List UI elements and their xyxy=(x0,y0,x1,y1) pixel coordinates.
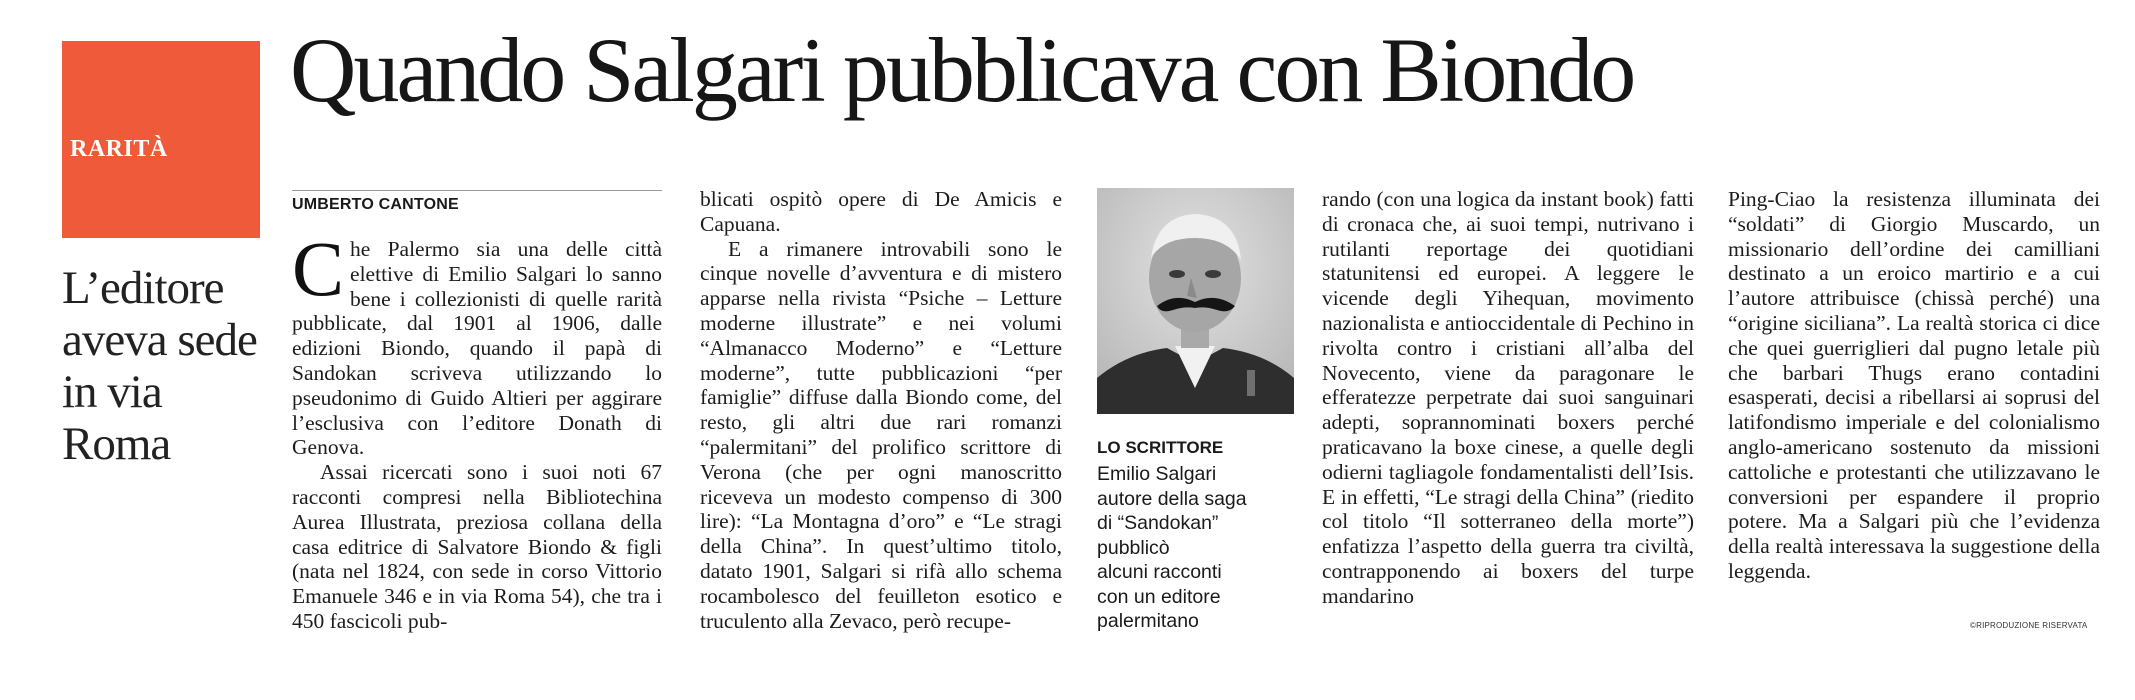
paragraph-text: he Palermo sia una delle città elettive di Emilio Salgari lo sanno bene i collezionisti di quelle rarità pubblicate, dal 1901 al 1906, dalle edizioni Biondo, quando il papà di Sandokan scriveva utilizzando lo pseudonimo di Guido Altieri per aggirare l’esclusiva con l’editore Donath di Genova. xyxy=(292,237,662,460)
article-paragraph: blicati ospitò opere di De Amicis e Capuana. xyxy=(700,187,1062,236)
article-paragraph: Ping-Ciao la resistenza illuminata dei “soldati” di Giorgio Muscardo, un missionario dell’ordine dei camilliani destinato a un eroico martirio e a cui l’autore attribuisce (chissà perché) una “origine siciliana”. La realtà storica ci dice che quei guerriglieri dal pugno letale più che barbari Thugs erano contadini esasperati, decisi a ribellarsi ai soprusi del latifondismo imperiale e del colonialismo anglo-americano sostenuto da missioni cattoliche e protestanti che utilizzavano le conversioni per espandere il proprio potere. Ma a Salgari più che l’evidenza della realtà interessava la suggestione della leggenda. xyxy=(1728,187,2100,583)
deck-subtitle: L’editore aveva sede in via Roma xyxy=(62,262,257,470)
article-column-4 xyxy=(1322,187,1694,609)
article-column-5 xyxy=(1728,187,2100,584)
drop-cap: C xyxy=(292,225,345,312)
byline: UMBERTO CANTONE xyxy=(292,196,459,213)
photo-caption: Emilio Salgari autore della saga di “Sandokan” pubblicò alcuni racconti con un editore palermitano xyxy=(1097,463,1247,632)
copyright-notice: ©RIPRODUZIONE RISERVATA xyxy=(1970,621,2088,630)
photo-caption-title: LO SCRITTORE xyxy=(1097,438,1224,457)
article-column-2 xyxy=(700,187,1062,633)
section-badge xyxy=(62,41,260,238)
article-paragraph: E a rimanere introvabili sono le cinque novelle d’avventura e di mistero apparse nella rivista “Psiche – Letture moderne illustrate” e nei volumi “Almanacco Moderno” e “Letture moderne”, tutte pubblicazioni “per famiglie” diffuse dalla Biondo come, del resto, gli altri due rari romanzi “palermitani” del prolifico scrittore di Verona (che per ogni manoscritto riceveva un modesto compenso di 300 lire): “La Montagna d’oro” e “Le stragi della China”. In quest’ultimo titolo, datato 1901, Salgari si rifà allo schema rocambolesco del feuilleton esotico e truculento alla Zevaco, però recupe- xyxy=(700,236,1062,633)
headline: Quando Salgari pubblicava con Biondo xyxy=(290,19,1634,121)
article-column-1 xyxy=(292,225,662,634)
author-photo xyxy=(1097,188,1294,414)
article-paragraph xyxy=(292,225,662,460)
section-label: RARITÀ xyxy=(70,136,168,162)
article-paragraph: Assai ricercati sono i suoi noti 67 racconti compresi nella Bibliotechina Aurea Illustrata, preziosa collana della casa editrice di Salvatore Biondo & figli (nata nel 1824, con sede in corso Vittorio Emanuele 346 e in via Roma 54), che tra i 450 fascicoli pub- xyxy=(292,460,662,633)
byline-rule xyxy=(292,190,662,191)
portrait-illustration xyxy=(1097,188,1294,414)
article-paragraph: rando (con una logica da instant book) fatti di cronaca che, ai suoi tempi, nutrivano i rutilanti reportage dei quotidiani statunitensi ed europei. A leggere le vicende degli Yihequan, movimento nazionalista e antioccidentale di Pechino in rivolta contro i cristiani all’alba del Novecento, viene da paragonare le efferatezze perpetrate dai suoi sanguinari adepti, soprannominati boxers perché praticavano la boxe cinese, a quelle degli odierni tagliagole fondamentalisti dell’Isis. E in effetti, “Le stragi della China” (riedito col titolo “Il sotterraneo della morte”) enfatizza l’aspetto della guerra tra civiltà, contrapponendo ai boxers del turpe mandarino xyxy=(1322,187,1694,608)
